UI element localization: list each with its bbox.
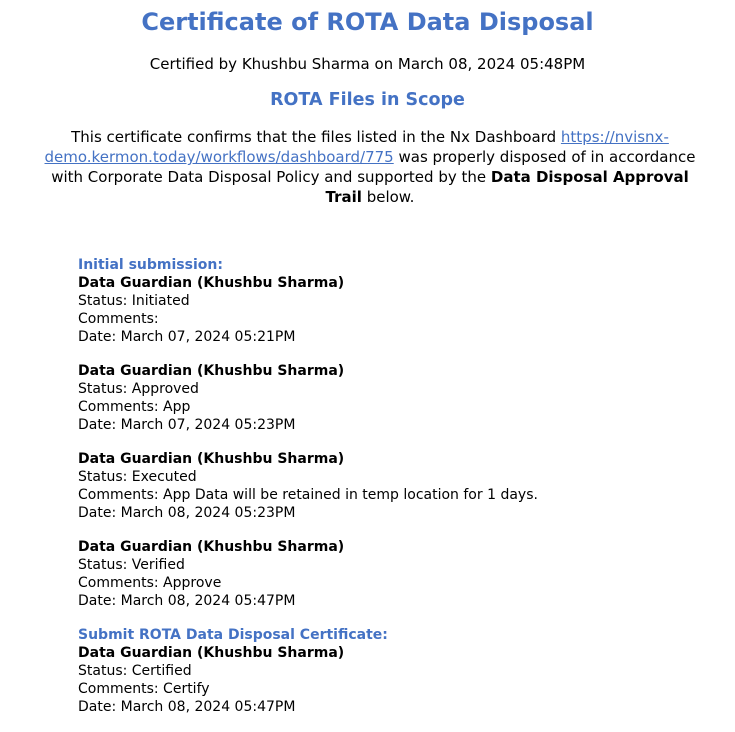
submit-certificate-heading: Submit ROTA Data Disposal Certificate: [78, 627, 388, 643]
certified-by-line: Certified by Khushbu Sharma on March 08, 2024 05:48PM [149, 55, 586, 73]
approval-trail [78, 256, 718, 732]
entry-date: Date: March 08, 2024 05:23PM [78, 505, 296, 521]
intro-paragraph [38, 127, 702, 207]
initial-submission-heading: Initial submission: [78, 257, 223, 273]
trail-entry [78, 450, 718, 522]
entry-role: Data Guardian (Khushbu Sharma) [78, 363, 345, 379]
files-in-scope-heading: ROTA Files in Scope [270, 90, 465, 110]
entry-comments: Comments: App [78, 399, 191, 415]
trail-entry [78, 644, 718, 716]
intro-text-before-link: This certificate confirms that the files listed in the Nx Dashboard [71, 128, 561, 146]
entry-comments: Comments: Certify [78, 681, 210, 697]
approval-trail-bold-text: Data Disposal Approval Trail [325, 168, 689, 206]
entry-date: Date: March 07, 2024 05:23PM [78, 417, 296, 433]
entry-date: Date: March 07, 2024 05:21PM [78, 329, 296, 345]
entry-status: Status: Certified [78, 663, 192, 679]
trail-entry [78, 362, 718, 434]
entry-date: Date: March 08, 2024 05:47PM [78, 699, 296, 715]
entry-comments: Comments: [78, 311, 159, 327]
entry-status: Status: Verified [78, 557, 185, 573]
trail-entry [78, 538, 718, 610]
entry-comments: Comments: Approve [78, 575, 222, 591]
trail-entry [78, 274, 718, 346]
entry-role: Data Guardian (Khushbu Sharma) [78, 275, 345, 291]
entry-comments: Comments: App Data will be retained in temp location for 1 days. [78, 487, 538, 503]
dashboard-link[interactable]: https://nvisnx-demo.kermon.today/workflows/dashboard/775 [44, 128, 669, 166]
intro-text-end: below. [361, 188, 415, 206]
entry-date: Date: March 08, 2024 05:47PM [78, 593, 296, 609]
entry-status: Status: Approved [78, 381, 199, 397]
entry-status: Status: Executed [78, 469, 197, 485]
entry-role: Data Guardian (Khushbu Sharma) [78, 645, 345, 661]
entry-role: Data Guardian (Khushbu Sharma) [78, 451, 345, 467]
entry-role: Data Guardian (Khushbu Sharma) [78, 539, 345, 555]
certificate-title: Certificate of ROTA Data Disposal [141, 8, 594, 36]
intro-text-after-link: was properly disposed of in accordance with Corporate Data Disposal Policy and supported by the [51, 148, 696, 186]
entry-status: Status: Initiated [78, 293, 190, 309]
